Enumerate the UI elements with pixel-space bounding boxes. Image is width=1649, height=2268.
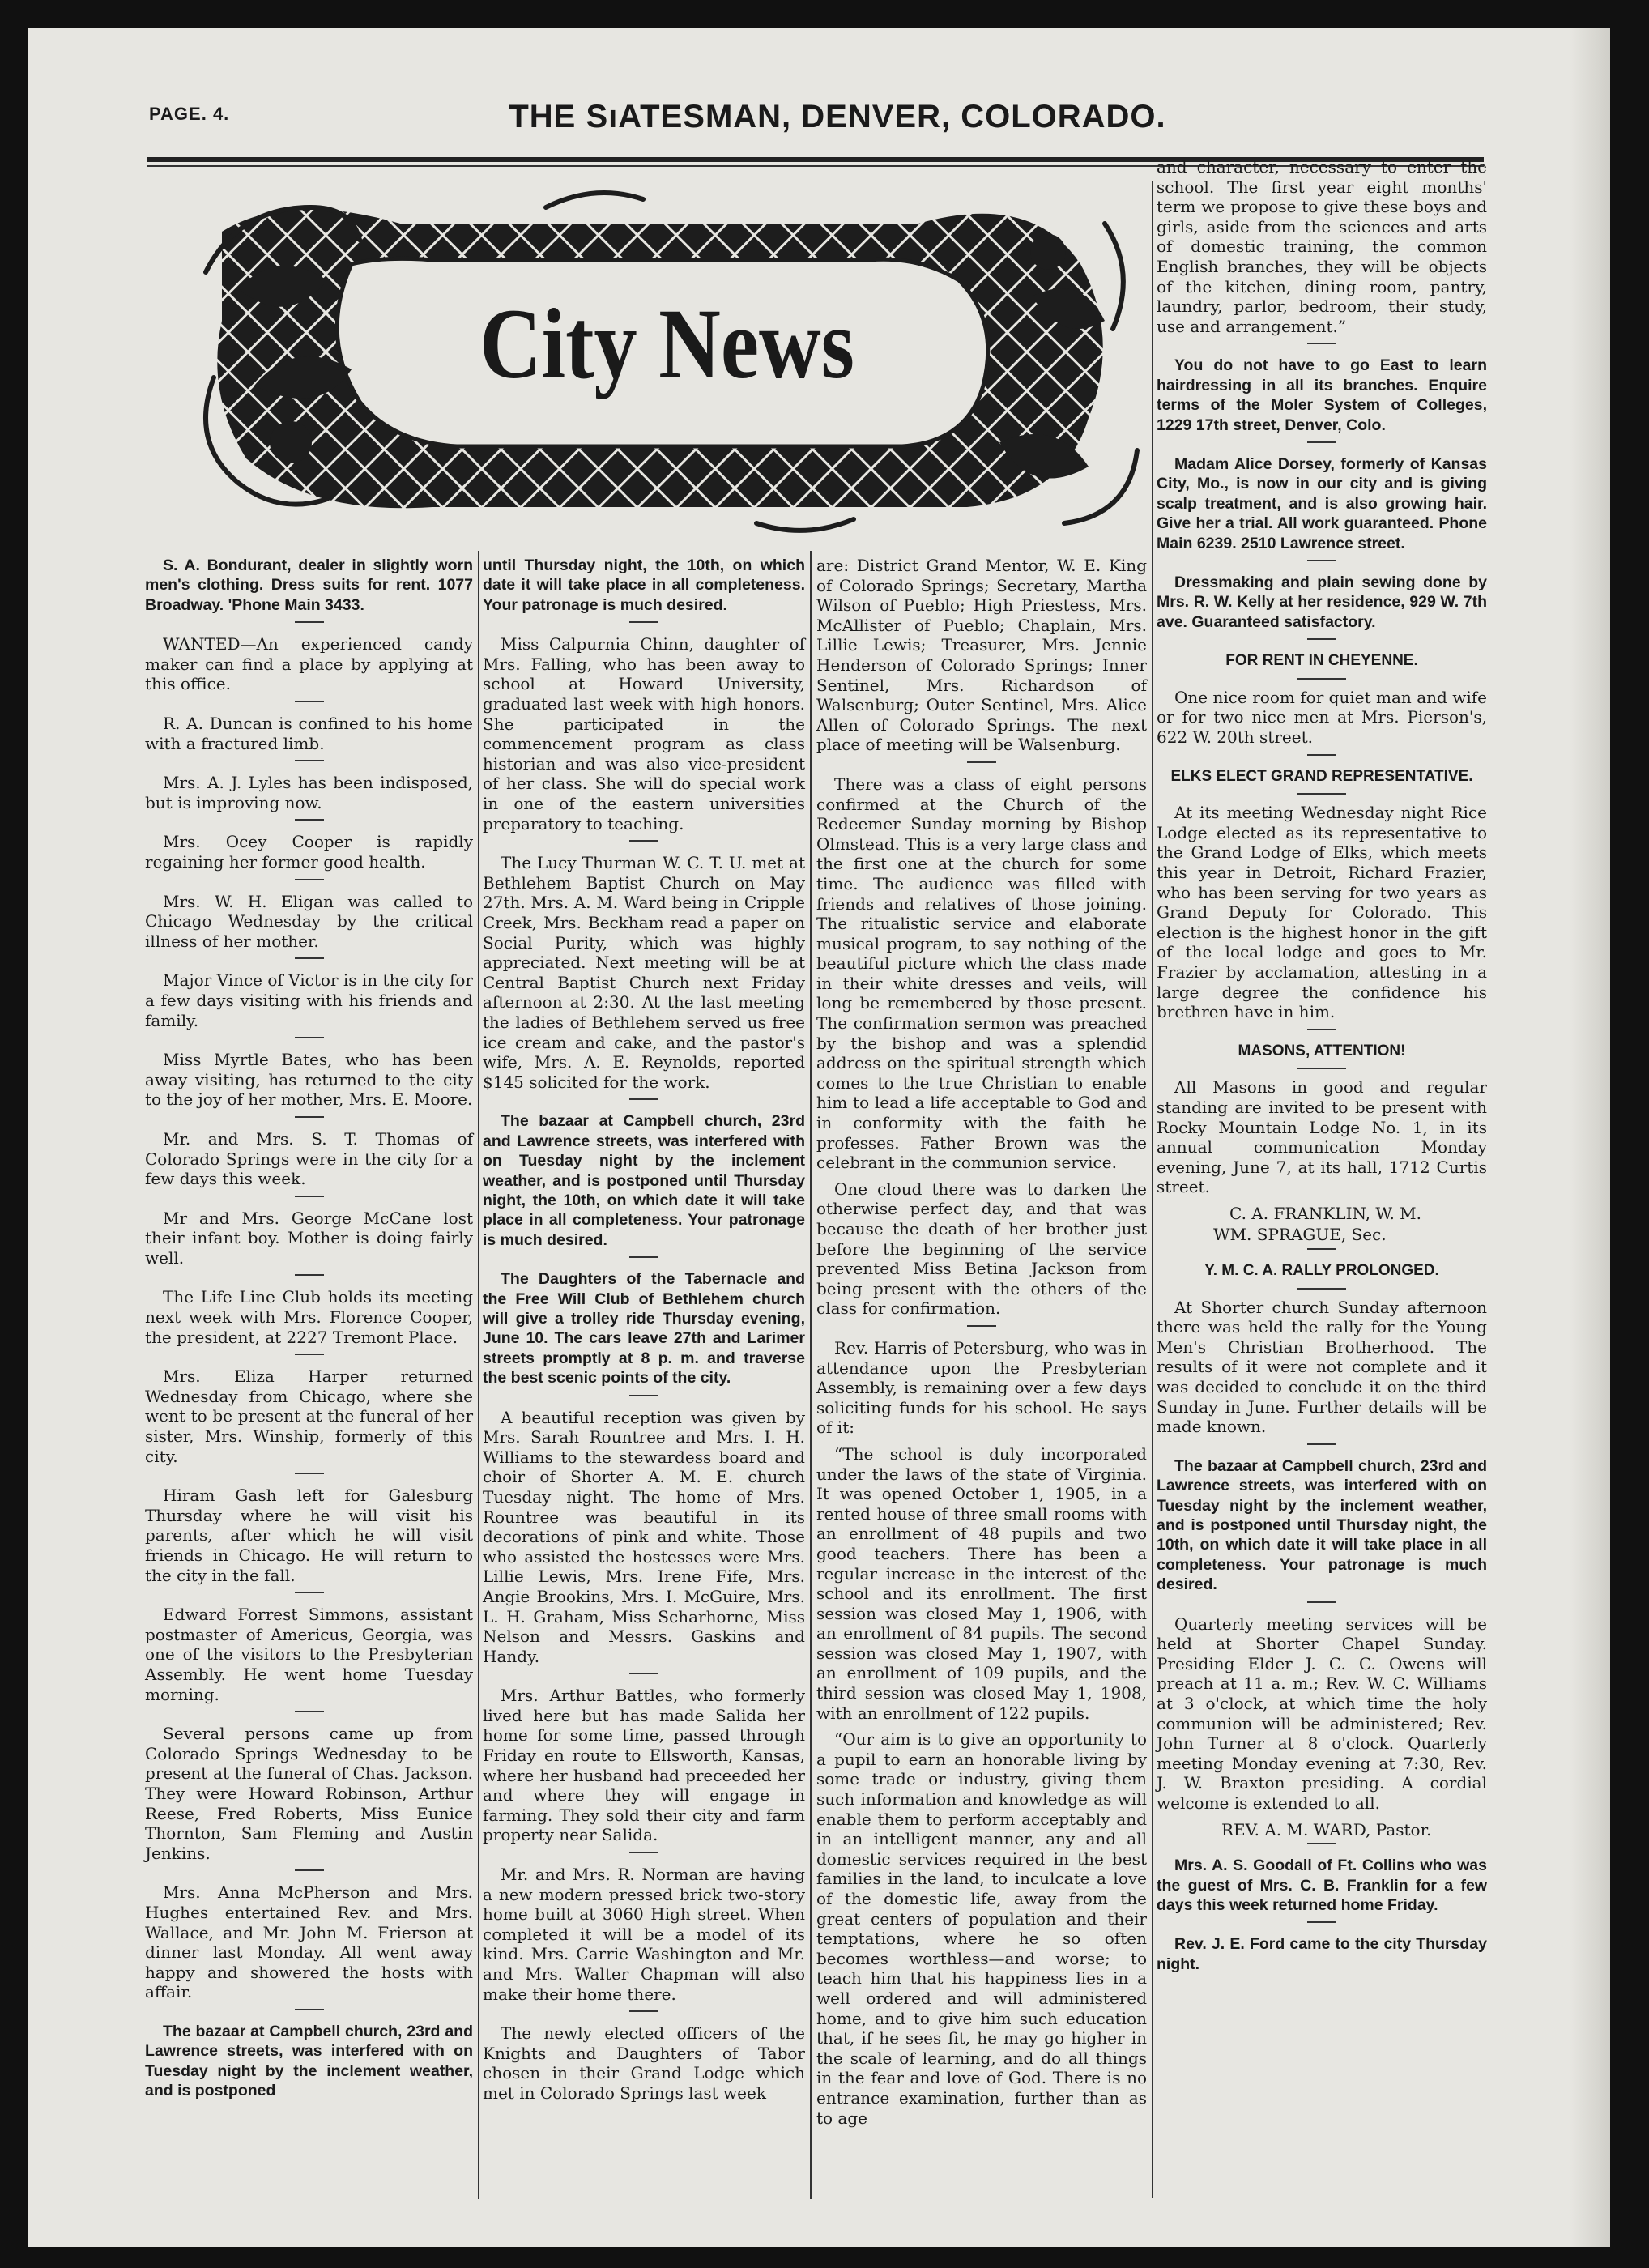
news-item: Rev. J. E. Ford came to the city Thursday night. [1157, 1935, 1487, 1973]
quote-paragraph: “The school is duly incorporated under the laws of the state of Virginia. It was opened October 1, 1905, in a rented house of three small rooms with an enrollment of 48 pupils and two good teachers. There has been a regular increase in the interest of the school and its enrollment. The first session was closed May 1, 1906, with an enrollment of 84 pupils. The second session was closed May 1, 1907, with an enrollment of 109 pupils, and the third session was closed May 1, 1908, with an enrollment of 122 pupils. [816, 1443, 1147, 1723]
news-item: Quarterly meeting services will be held at Shorter Chapel Sunday. Presiding Elder J. C. C. Owens will preach at 11 a. m.; Rev. W. C. Williams at 3 o'clock, at which time the holy communion will be administered; Rev. John Turner at 8 o'clock. Quarterly meeting Monday evening at 7:30, Rev. J. W. Braxton presiding. A cordial welcome is extended to all. [1157, 1614, 1487, 1813]
ad-madam-dorsey: Madam Alice Dorsey, formerly of Kansas City, Mo., is now in our city and is giving scalp treatment, and is also growing hair. Give her a trial. All work guaranteed. Phone Main 6239. 2510 Lawrence street. [1157, 454, 1487, 552]
ad-moler-colleges: You do not have to go East to learn hairdressing in all its branches. Enquire terms of the Moler System of Colleges, 1229 17th street, Denver, Colo. [1157, 356, 1487, 434]
news-item: At its meeting Wednesday night Rice Lodge elected as its representative to the Grand Lodge of Elks, which meets this year in Detroit, Richard Frazier, who has been serving for two years as Grand Deputy for Colorado. This election is the highest honor in the gift of the local lodge and goes to Mr. Frazier by acclamation, attesting in a large degree the confidence his brethren have in him. [1157, 803, 1487, 1022]
news-item: The Lucy Thurman W. C. T. U. met at Bethlehem Baptist Church on May 27th. Mrs. A. M. Ward being in Cripple Creek, Mrs. Beckham read a paper on Social Purity, which was highly appreciated. Next meeting will be at Central Baptist Church next Friday afternoon at 2:30. At the last meeting the ladies of Bethlehem served us free ice cream and cake, and the pastor's wife, Mrs. A. E. Reynolds, reported $145 solicited for the work. [483, 853, 805, 1092]
news-item: The newly elected officers of the Knights and Daughters of Tabor chosen in their Grand Lodge which met in Colorado Springs last week [483, 2023, 805, 2103]
news-item: Mrs. A. J. Lyles has been indisposed, but is improving now. [145, 773, 473, 812]
news-item: Mrs. Eliza Harper returned Wednesday from Chicago, where she went to be present at the funeral of her sister, Mrs. Winship, formerly of this city. [145, 1366, 473, 1466]
newspaper-page [28, 28, 1610, 2247]
ad-dressmaking: Dressmaking and plain sewing done by Mrs. R. W. Kelly at her residence, 929 W. 7th ave. Guaranteed satisfactory. [1157, 573, 1487, 631]
column-rule-2 [810, 551, 812, 2199]
column-rule-1 [478, 551, 479, 2199]
page-edge-shadow [1570, 28, 1610, 2247]
news-item: Mrs. Arthur Battles, who formerly lived here but has made Salida her home for some time, passed through Friday en route to Ellsworth, Kansas, where her husband had preceeded her and where they will engage in farming. They sold their city and farm property near Salida. [483, 1686, 805, 1845]
heading-ymca: Y. M. C. A. RALLY PROLONGED. [1204, 1262, 1439, 1280]
column-3 [816, 556, 1147, 2134]
quote-paragraph-cont: and character, necessary to enter the school. The first year eight months' term we propose to give these boys and girls, aside from the sciences and arts of domestic training, the common English branches, they will be objects of the kitchen, dining room, pantry, laundry, parlor, bedroom, their study, use and arrangement.” [1157, 157, 1487, 336]
news-item: There was a class of eight persons confirmed at the Church of the Redeemer Sunday morning by Bishop Olmstead. This is a very large class and the first one at the church for some time. The audience was filled with friends and relatives of those joining. The ritualistic service and elaborate musical program, to say nothing of the beautiful picture which the class made in their white dresses and veils, will long be remembered by those present. The confirmation sermon was preached by the bishop and was a splendid address on the spiritual strength which comes to the true Christian to enable him to lead a life acceptable to God and in conformity with the faith he professes. Father Brown was the celebrant in the communion service. [816, 774, 1147, 1173]
news-item: R. A. Duncan is confined to his home with a fractured limb. [145, 714, 473, 753]
banner-title: City News [479, 288, 855, 399]
heading-masons: MASONS, ATTENTION! [1238, 1042, 1406, 1059]
notice-bazaar: The bazaar at Campbell church, 23rd and Lawrence streets, was interfered with on Tuesday night by the inclement weather, and is postponed until Thursday night, the 10th, on which date it will take place in all completeness. Your patronage is much desired. [1157, 1456, 1487, 1594]
news-item: A beautiful reception was given by Mrs. Sarah Rountree and Mrs. I. H. Williams to the stewardess board and choir of Shorter A. M. E. church Tuesday night. The home of Mrs. Rountree was beautiful in its decorations of pink and white. Those who assisted the hostesses were Mrs. Lillie Lewis, Mrs. Irene Fife, Mrs. Angie Brookins, Mrs. I. McGuire, Mrs. L. H. Graham, Miss Scharhorne, Miss Nelson and Messrs. Gaskins and Handy. [483, 1407, 805, 1666]
news-item: WANTED—An experienced candy maker can find a place by applying at this office. [145, 634, 473, 694]
news-item: At Shorter church Sunday afternoon there was held the rally for the Young Men's Christian Brotherhood. The results of it were not complete and it was decided to conclude it on the third Sunday in June. Further details will be made known. [1157, 1297, 1487, 1437]
news-item: Hiram Gash left for Galesburg Thursday where he will visit his parents, after which he will visit friends in Chicago. He will return to the city in the fall. [145, 1486, 473, 1585]
news-item: Rev. Harris of Petersburg, who was in attendance upon the Presbyterian Assembly, is remaining over a few days soliciting funds for his school. He says of it: [816, 1337, 1147, 1438]
news-item: Mrs. A. S. Goodall of Ft. Collins who was the guest of Mrs. C. B. Franklin for a few days this week returned home Friday. [1157, 1857, 1487, 1914]
signature: C. A. FRANKLIN, W. M. [1229, 1203, 1422, 1223]
news-item: Edward Forrest Simmons, assistant postmaster of Americus, Georgia, was one of the visitors to the Presbyterian Assembly. He went home Tuesday morning. [145, 1605, 473, 1704]
quote-paragraph: “Our aim is to give an opportunity to a pupil to earn an honorable living by some trade or industry, giving them such information and knowledge as will enable them to perform acceptably and in an intelligent manner, any and all domestic services required in the best families in the land, to inculcate a love of the domestic life, away from the great centers of population and their temptations, where he so often becomes worthless—and worse; to teach him that his happiness lies in a well ordered and will administered home, and to give him such education that, if he sees fit, he may go higher in the scale of learning, and do all things in the fear and love of God. There is no entrance examination, further than as to age [816, 1729, 1147, 2128]
news-item: Major Vince of Victor is in the city for a few days visiting with his friends and family. [145, 970, 473, 1030]
news-item: The Life Line Club holds its meeting next week with Mrs. Florence Cooper, the president, at 2227 Tremont Place. [145, 1287, 473, 1347]
news-item: Miss Calpurnia Chinn, daughter of Mrs. Falling, who has been away to school at Howard University, graduated last week with high honors. She participated in the commencement program as class historian and was also vice-president of her class. She will do special work in one of the eastern universities preparatory to teaching. [483, 634, 805, 833]
notice-bazaar: The bazaar at Campbell church, 23rd and Lawrence streets, was interfered with on Tuesday night by the inclement weather, and is postponed until Thursday night, the 10th, on which date it will take place in all completeness. Your patronage is much desired. [483, 1112, 805, 1249]
column-2 [483, 556, 805, 2110]
news-item: Mr and Mrs. George McCane lost their infant boy. Mother is doing fairly well. [145, 1208, 473, 1268]
news-item: Miss Myrtle Bates, who has been away visiting, has returned to the city to the joy of her mother, Mrs. E. Moore. [145, 1050, 473, 1110]
news-item: One cloud there was to darken the otherwise perfect day, and that was because the death of her brother just before the beginning of the service prevented Miss Betina Jackson from being present with the others of the class for confirmation. [816, 1179, 1147, 1319]
news-item: Mr. and Mrs. R. Norman are having a new modern pressed brick two-story home built at 3060 High street. When completed it will be a model of its kind. Mrs. Carrie Washington and Mr. and Mrs. Walter Chapman will also make their home there. [483, 1865, 805, 2004]
news-item: Several persons came up from Colorado Springs Wednesday to be present at the funeral of Chas. Jackson. They were Howard Robinson, Arthur Reese, Fred Roberts, Miss Eunice Thornton, Sam Fleming and Austin Jenkins. [145, 1724, 473, 1863]
notice-bazaar: The bazaar at Campbell church, 23rd and Lawrence streets, was interfered with on Tuesday night by the inclement weather, and is postponed [145, 2022, 473, 2100]
notice-trolley-ride: The Daughters of the Tabernacle and the Free Will Club of Bethlehem church will give a trolley ride Thursday evening, June 10. The cars leave 27th and Larimer streets promptly at 8 p. m. and traverse the best scenic points of the city. [483, 1270, 805, 1388]
heading-elks: ELKS ELECT GRAND REPRESENTATIVE. [1170, 767, 1473, 785]
page-number: PAGE. 4. [149, 104, 230, 124]
page-header [149, 75, 1477, 134]
ad-bondurant: S. A. Bondurant, dealer in slightly worn men's clothing. Dress suits for rent. 1077 Broadway. 'Phone Main 3433. [145, 556, 473, 614]
column-1 [145, 556, 473, 2108]
news-item-cont: are: District Grand Mentor, W. E. King of Colorado Springs; Secretary, Martha Wilson of Pueblo; High Priestess, Mrs. McAllister of Pueblo; Chaplain, Mrs. Lillie Lewis; Treasurer, Mrs. Jennie Henderson of Colorado Springs; Inner Sentinel, Mrs. Richardson of Walsenburg; Outer Sentinel, Mrs. Alice Allen of Colorado Springs. The next place of meeting will be Walsenburg. [816, 556, 1147, 755]
signature: WM. SPRAGUE, Sec. [1213, 1225, 1387, 1245]
news-item: Mr. and Mrs. S. T. Thomas of Colorado Springs were in the city for a few days this week. [145, 1128, 473, 1189]
column-4 [1157, 157, 1487, 1980]
masthead-title: THE SıATESMAN, DENVER, COLORADO. [509, 99, 1166, 134]
heading-for-rent: FOR RENT IN CHEYENNE. [1225, 652, 1418, 670]
news-item: Mrs. W. H. Eligan was called to Chicago Wednesday by the critical illness of her mother. [145, 891, 473, 951]
news-item: Mrs. Ocey Cooper is rapidly regaining her former good health. [145, 832, 473, 872]
signature: REV. A. M. WARD, Pastor. [1221, 1819, 1432, 1840]
column-rule-3 [1152, 181, 1153, 2198]
news-item: One nice room for quiet man and wife or for two nice men at Mrs. Pierson's, 622 W. 20th street. [1157, 687, 1487, 747]
city-news-banner [190, 175, 1145, 548]
notice-bazaar-cont: until Thursday night, the 10th, on which date it will take place in all completeness. Your patronage is much desired. [483, 556, 805, 614]
news-item: Mrs. Anna McPherson and Mrs. Hughes entertained Rev. and Mrs. Wallace, and Mr. John M. Frierson at dinner last Monday. All went away happy and showered the hosts with affair. [145, 1882, 473, 2002]
news-item: All Masons in good and regular standing are invited to be present with Rocky Mountain Lodge No. 1, in its annual communication Monday evening, June 7, at its hall, 1712 Curtis street. [1157, 1077, 1487, 1197]
